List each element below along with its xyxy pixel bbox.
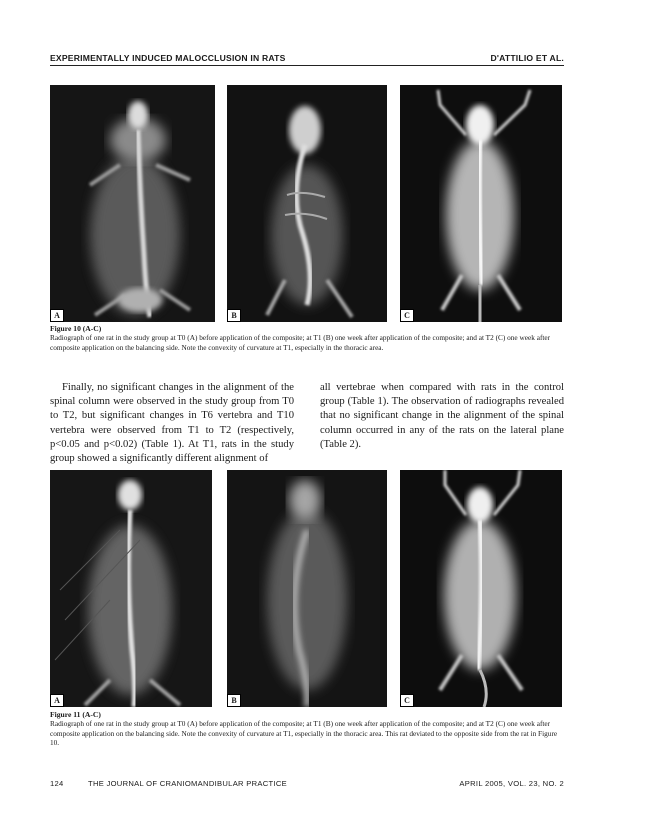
figure11-panel-b (227, 470, 387, 707)
panel-label: B (227, 694, 241, 707)
panel-label: A (50, 694, 64, 707)
rat-radiograph-image (400, 85, 562, 322)
figure10-caption-title: Figure 10 (A-C) (50, 324, 102, 333)
figure10-caption-text: Radiograph of one rat in the study group at T0 (A) before application of the composite; at T1 (B) one week after application of the composite; and at T2 (C) one week after composite application on the balancing side. Note the convexity of curvature at T1, especially in the thoracic area. (50, 333, 551, 352)
panel-label: C (400, 309, 414, 322)
body-column-left (50, 381, 294, 466)
panel-label: B (227, 309, 241, 322)
page-number: 124 (50, 779, 64, 788)
issue-info: APRIL 2005, VOL. 23, NO. 2 (459, 779, 564, 788)
figure11-panel-a (50, 470, 212, 707)
figure11-caption (50, 710, 566, 748)
rat-radiograph-image (50, 85, 215, 322)
rat-radiograph-image (227, 470, 387, 707)
figure10-caption (50, 324, 566, 352)
running-header-title: EXPERIMENTALLY INDUCED MALOCCLUSION IN RATS (50, 53, 286, 63)
figure10-panel-a (50, 85, 215, 322)
running-header (50, 51, 564, 66)
panel-label: A (50, 309, 64, 322)
body-paragraph: all vertebrae when compared with rats in the control group (Table 1). The observation of radiographs revealed that no significant change in the alignment of the spinal column occurred in any of the rats on the lateral plane (Table 2). (320, 382, 564, 450)
figure11-panel-c (400, 470, 562, 707)
rat-radiograph-image (400, 470, 562, 707)
rat-radiograph-image (50, 470, 212, 707)
body-column-right (320, 381, 564, 452)
running-header-authors: D'ATTILIO ET AL. (490, 53, 564, 63)
figure10-panel-b (227, 85, 387, 322)
panel-label: C (400, 694, 414, 707)
rat-radiograph-image (227, 85, 387, 322)
figure11-caption-title: Figure 11 (A-C) (50, 710, 101, 719)
body-paragraph: Finally, no significant changes in the alignment of the spinal column were observed in the study group from T0 to T2, but significant changes in T6 vertebra and T10 vertebra were observed from T1 to T2 (respectively, p<0.05 and p<0.02) (Table 1). At T1, rats in the study group showed a significantly different alignment of (50, 382, 294, 465)
figure11-caption-text: Radiograph of one rat in the study group at T0 (A) before application of the composite; at T1 (B) one week after application of the composite; and at T2 (C) one week after composite application on the balancing side. Note the convexity of curvature at T1, especially in the thoracic area. This rat deviated to the opposite side from the rat in Figure 10. (50, 719, 558, 748)
figure10-panel-c (400, 85, 562, 322)
journal-name: THE JOURNAL OF CRANIOMANDIBULAR PRACTICE (88, 779, 288, 788)
